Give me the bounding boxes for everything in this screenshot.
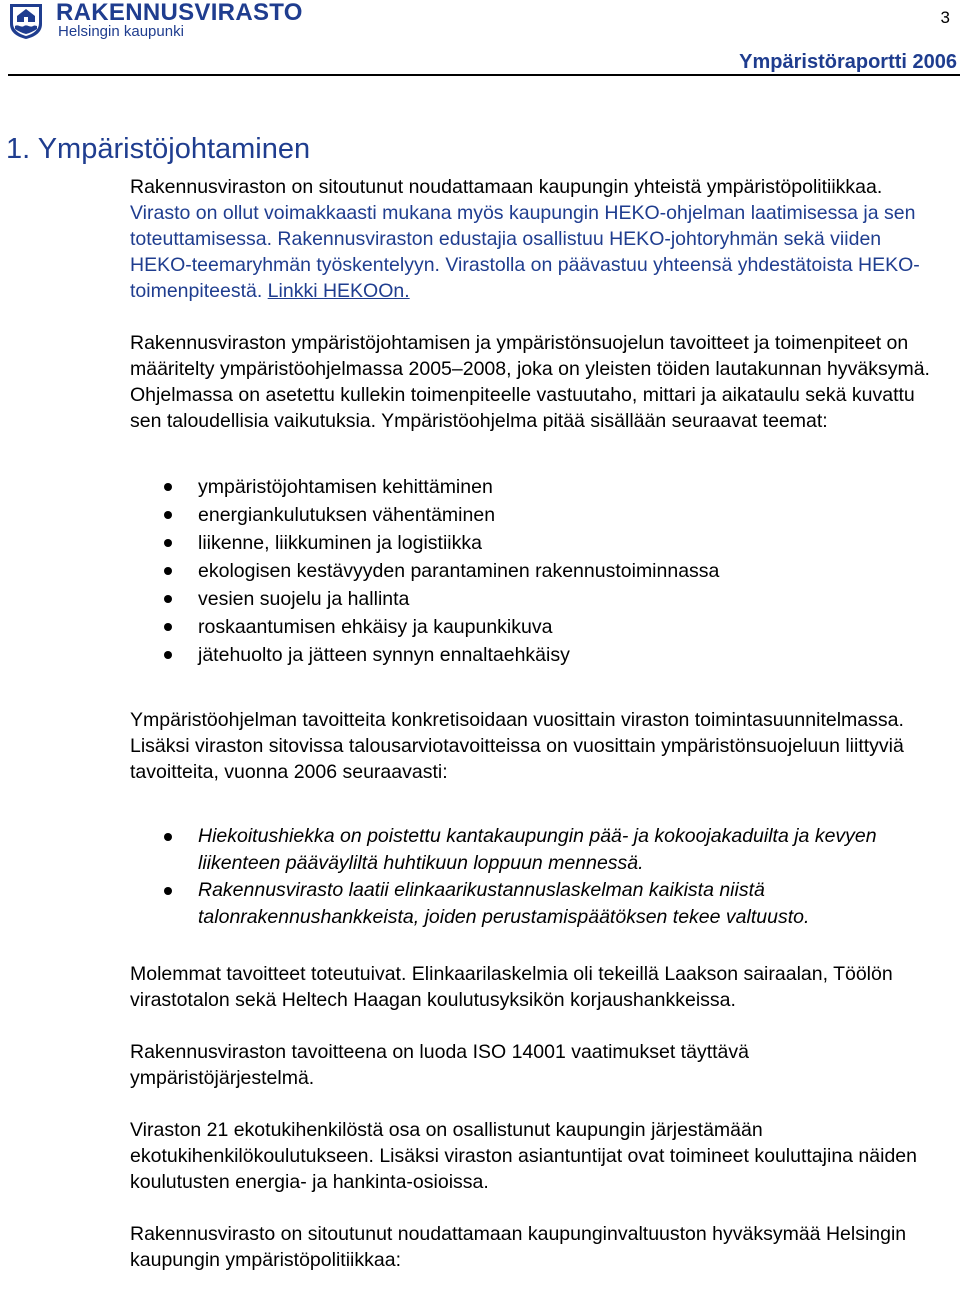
paragraph-goals-intro: Ympäristöohjelman tavoitteita konkretisoidaan vuosittain viraston toimintasuunnitelmassa. Lisäksi viraston sitovissa talousarviotavoitteissa on vuosittain ympäristönsuojeluun liittyviä tavoitteita, vuonna 2006 seuraavasti: <box>130 709 904 783</box>
report-title: Ympäristöraportti 2006 <box>739 51 957 73</box>
bullet-icon <box>164 567 172 575</box>
bullet-icon <box>164 483 172 491</box>
paragraph-heko <box>130 174 930 304</box>
list-item: ympäristöjohtamisen kehittäminen <box>130 473 930 501</box>
themes-list <box>130 473 930 669</box>
paragraph-eco-support: Viraston 21 ekotukihenkilöstä osa on osallistunut kaupungin järjestämään ekotukihenkilökoulutukseen. Lisäksi viraston asiantuntijat ovat toimineet kouluttajina näiden koulutusten energia- ja hankinta-osioissa. <box>130 1119 917 1193</box>
list-item: energiankulutuksen vähentäminen <box>130 501 930 529</box>
paragraph-policy: Rakennusvirasto on sitoutunut noudattamaan kaupunginvaltuuston hyväksymää Helsingin kaupungin ympäristöpolitiikkaa: <box>130 1223 907 1271</box>
paragraph-results: Molemmat tavoitteet toteutuivat. Elinkaarilaskelmia oli tekeillä Laakson sairaalan, Töölön virastotalon sekä Heltech Haagan koulutusyksikön korjaushankkeissa. <box>130 963 893 1011</box>
list-item: ekologisen kestävyyden parantaminen rakennustoiminnassa <box>130 557 930 585</box>
page-header <box>0 0 960 80</box>
helsinki-crest-icon <box>8 2 44 40</box>
bullet-icon <box>164 539 172 547</box>
section-heading: 1. Ympäristöjohtaminen <box>6 133 311 165</box>
header-divider <box>8 74 960 76</box>
list-item: roskaantumisen ehkäisy ja kaupunkikuva <box>130 613 930 641</box>
list-item: jätehuolto ja jätteen synnyn ennaltaehkäisy <box>130 641 930 669</box>
list-item: Hiekoitushiekka on poistettu kantakaupungin pää- ja kokoojakaduilta ja kevyen liikenteen pääväyliltä huhtikuun loppuun mennessä. <box>130 823 930 877</box>
bullet-icon <box>164 887 172 895</box>
document-body <box>130 174 930 1273</box>
bullet-icon <box>164 833 172 841</box>
bullet-icon <box>164 511 172 519</box>
page-number: 3 <box>940 8 950 27</box>
bullet-icon <box>164 595 172 603</box>
heko-link[interactable]: Linkki HEKOOn. <box>267 280 410 302</box>
list-item: liikenne, liikkuminen ja logistiikka <box>130 529 930 557</box>
logo-subtitle: Helsingin kaupunki <box>58 23 184 40</box>
goals-list <box>130 823 930 931</box>
paragraph-heko-text-b: Virasto on ollut voimakkaasti mukana myös kaupungin HEKO-ohjelman laatimisessa ja sen toteuttamisessa. Rakennusviraston edustajia osallistuu HEKO-johtoryhmän sekä viiden HEKO-teemaryhmän työskentelyyn. Virastolla on päävastuu yhteensä yhdestätoista HEKO-toimenpiteestä. <box>130 202 920 302</box>
bullet-icon <box>164 623 172 631</box>
paragraph-heko-text-a: Rakennusviraston on sitoutunut noudattamaan kaupungin yhteistä ympäristöpolitiikkaa. <box>130 176 883 198</box>
paragraph-program: Rakennusviraston ympäristöjohtamisen ja ympäristönsuojelun tavoitteet ja toimenpiteet on määritelty ympäristöohjelmassa 2005–2008, joka on yleisten töiden lautakunnan hyväksymä. Ohjelmassa on asetettu kullekin toimenpiteelle vastuutaho, mittari ja aikataulu sekä kuvattu sen taloudellisia vaikutuksia. Ympäristöohjelma pitää sisällään seuraavat teemat: <box>130 332 930 432</box>
bullet-icon <box>164 651 172 659</box>
logo-name: RAKENNUSVIRASTO <box>56 0 303 26</box>
paragraph-iso: Rakennusviraston tavoitteena on luoda ISO 14001 vaatimukset täyttävä ympäristöjärjestelmä. <box>130 1041 749 1089</box>
list-item: vesien suojelu ja hallinta <box>130 585 930 613</box>
list-item: Rakennusvirasto laatii elinkaarikustannuslaskelman kaikista niistä talonrakennushankkeista, joiden perustamispäätöksen tekee valtuusto. <box>130 877 930 931</box>
